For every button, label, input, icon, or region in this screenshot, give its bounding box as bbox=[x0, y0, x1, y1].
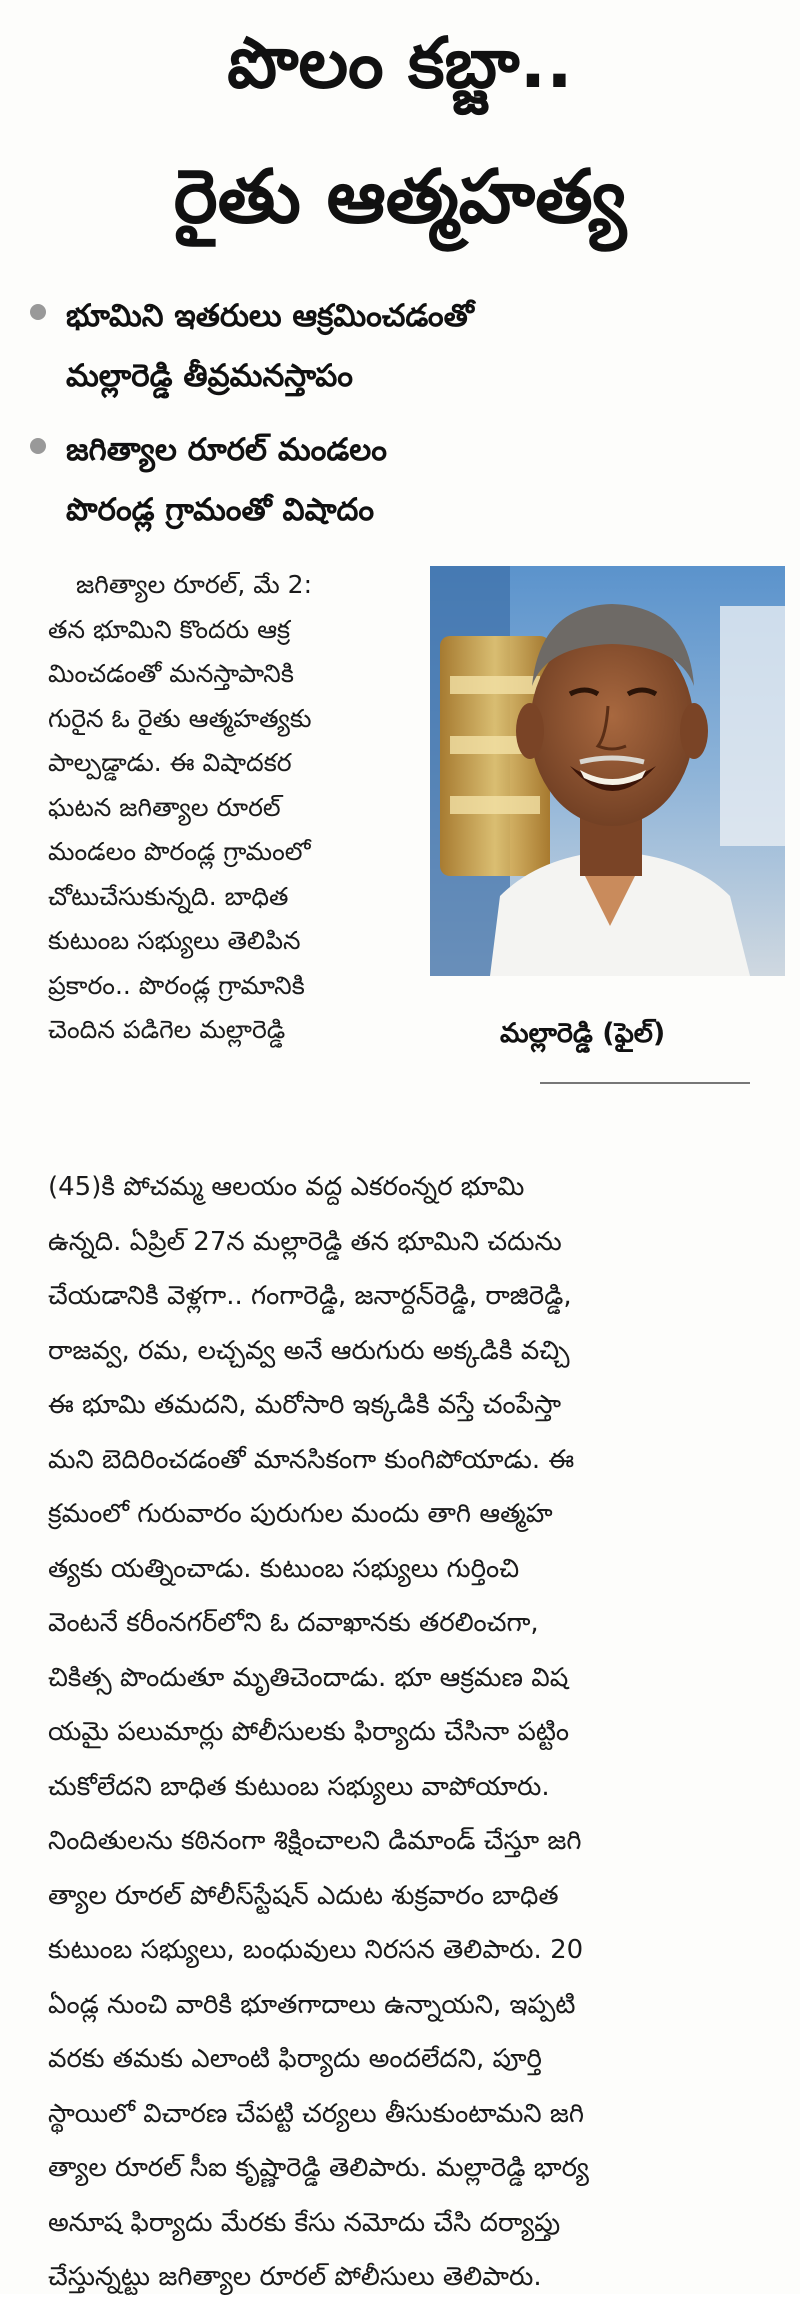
article-full-width-text bbox=[48, 1160, 783, 2305]
photo-caption: మల్లారెడ్డి (ఫైల్) bbox=[500, 1018, 666, 1049]
article-line: ప్రకారం.. పొరండ్ల గ్రామానికి bbox=[48, 970, 305, 1000]
article-line: త్యాల రూరల్ సీఐ కృష్ణారెడ్డి తెలిపారు. మల్లారెడ్డి భార్య bbox=[48, 2153, 589, 2183]
subheadline-bullets bbox=[30, 286, 770, 554]
bullet-text bbox=[66, 420, 387, 540]
article-line: ఉన్నది. ఏప్రిల్ 27న మల్లారెడ్డి తన భూమిని చదును bbox=[48, 1226, 562, 1257]
article-line: మండలం పొరండ్ల గ్రామంలో bbox=[48, 837, 311, 866]
article-line: ఘటన జగిత్యాల రూరల్ bbox=[48, 792, 281, 822]
headline-line-2: రైతు ఆత్మహత్య bbox=[173, 154, 627, 240]
bullet-line: మల్లారెడ్డి తీవ్రమనస్తాపం bbox=[66, 358, 353, 394]
article-line: చుకోలేదని బాధిత కుటుంబ సభ్యులు వాపోయారు. bbox=[48, 1771, 550, 1802]
article-line: చేయడానికి వెళ్లగా.. గంగారెడ్డి, జనార్దన్‌రెడ్డి, రాజిరెడ్డి, bbox=[48, 1281, 572, 1311]
article-line: స్థాయిలో విచారణ చేపట్టి చర్యలు తీసుకుంటామని జగి bbox=[48, 2098, 585, 2129]
article-line: చోటుచేసుకున్నది. బాధిత bbox=[48, 881, 289, 911]
article-line: రాజవ్వ, రమ, లచ్చవ్వ అనే ఆరుగురు అక్కడికి వచ్చి bbox=[48, 1335, 570, 1366]
article-line: చెందిన పడిగెల మల్లారెడ్డి bbox=[48, 1015, 286, 1044]
article-line: పాల్పడ్డాడు. ఈ విషాదకర bbox=[48, 748, 292, 777]
headline-line-1: పొలం కబ్జా.. bbox=[227, 22, 573, 104]
article-line: నిందితులను కఠినంగా శిక్షించాలని డిమాండ్ చేస్తూ జగి bbox=[48, 1826, 582, 1856]
bullet-point bbox=[30, 420, 770, 540]
bullet-dot-icon bbox=[30, 438, 46, 454]
bullet-line: పొరండ్ల గ్రామంతో విషాదం bbox=[66, 492, 375, 528]
article-line: క్రమంలో గురువారం పురుగుల మందు తాగి ఆత్మహ bbox=[48, 1499, 553, 1529]
bullet-line: జగిత్యాల రూరల్ మండలం bbox=[66, 432, 387, 468]
portrait-illustration bbox=[430, 566, 785, 976]
article-line: తన భూమిని కొందరు ఆక్ర bbox=[48, 614, 291, 644]
article-line: త్యకు యత్నించాడు. కుటుంబ సభ్యులు గుర్తించి bbox=[48, 1553, 520, 1584]
article-line: గురైన ఓ రైతు ఆత్మహత్యకు bbox=[48, 703, 312, 733]
article-column-text bbox=[48, 563, 418, 1053]
article-line: (45)కి పోచమ్మ ఆలయం వద్ద ఎకరంన్నర భూమి bbox=[48, 1172, 525, 1202]
article-line: చికిత్స పొందుతూ మృతిచెందాడు. భూ ఆక్రమణ విష bbox=[48, 1662, 569, 1693]
article-line: కుటుంబ సభ్యులు, బంధువులు నిరసన తెలిపారు. 20 bbox=[48, 1935, 584, 1965]
article-line: మించడంతో మనస్తాపానికి bbox=[48, 659, 294, 688]
article-line: వెంటనే కరీంనగర్‌లోని ఓ దవాఖానకు తరలించగా, bbox=[48, 1608, 539, 1638]
article-line: కుటుంబ సభ్యులు తెలిపిన bbox=[48, 926, 301, 955]
article-line: ఈ భూమి తమదని, మరోసారి ఇక్కడికి వస్తే చంపేస్తా bbox=[48, 1390, 562, 1420]
article-line: వరకు తమకు ఎలాంటి ఫిర్యాదు అందలేదని, పూర్తి bbox=[48, 2044, 542, 2074]
bullet-dot-icon bbox=[30, 304, 46, 320]
caption-divider bbox=[540, 1082, 750, 1084]
article-line: ఏండ్ల నుంచి వారికి భూతగాదాలు ఉన్నాయని, ఇప్పటి bbox=[48, 1989, 576, 2020]
bullet-point bbox=[30, 286, 770, 406]
bullet-line: భూమిని ఇతరులు ఆక్రమించడంతో bbox=[66, 298, 474, 334]
article-line: జగిత్యాల రూరల్, మే 2: bbox=[76, 570, 312, 599]
article-line: మని బెదిరించడంతో మానసికంగా కుంగిపోయాడు. ఈ bbox=[48, 1444, 575, 1475]
article-line: అనూష ఫిర్యాదు మేరకు కేసు నమోదు చేసి దర్యాప్తు bbox=[48, 2207, 561, 2238]
article-line: చేస్తున్నట్టు జగిత్యాల రూరల్ పోలీసులు తెలిపారు. bbox=[48, 2262, 542, 2292]
bullet-text bbox=[66, 286, 474, 406]
article-line: త్యాల రూరల్ పోలీస్‌స్టేషన్ ఎదుట శుక్రవారం బాధిత bbox=[48, 1880, 559, 1911]
article-line: యమై పలుమార్లు పోలీసులకు ఫిర్యాదు చేసినా పట్టిం bbox=[48, 1717, 570, 1747]
farmer-photo bbox=[430, 566, 785, 976]
